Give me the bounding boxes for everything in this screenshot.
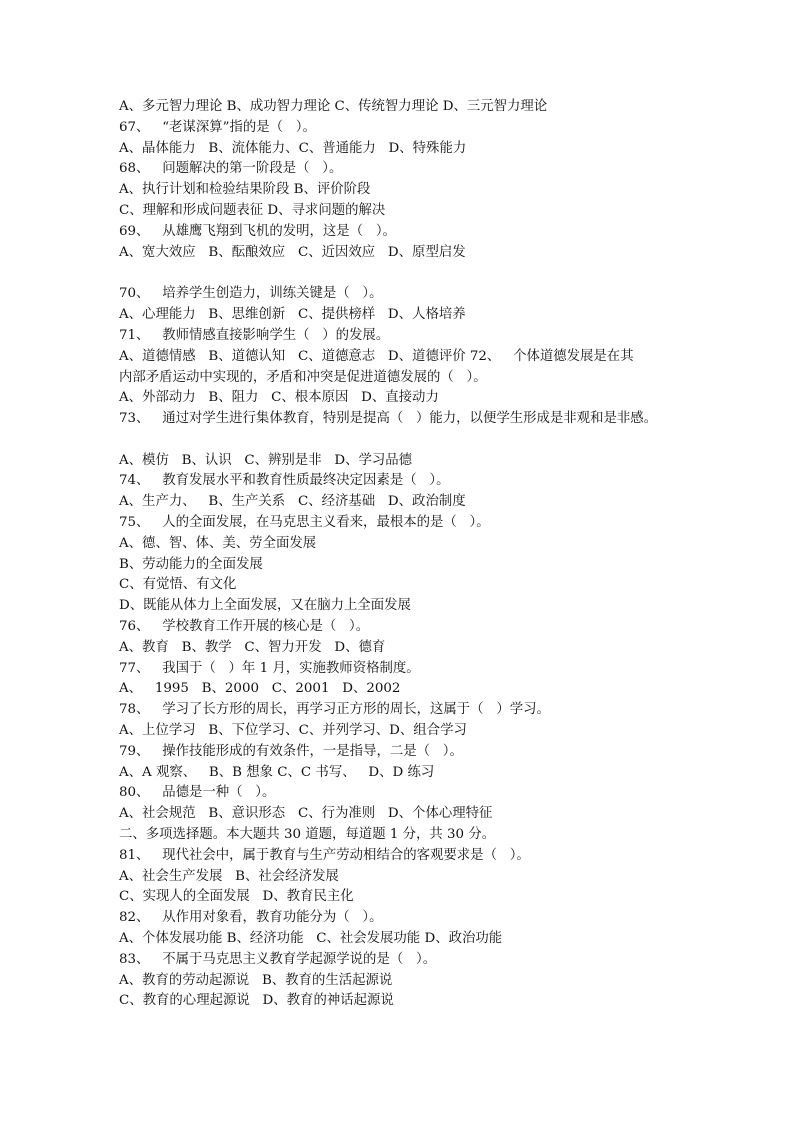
text-line: D、既能从体力上全面发展，又在脑力上全面发展 xyxy=(119,598,411,613)
text-line: A、晶体能力 B、流体能力、C、普通能力 D、特殊能力 xyxy=(119,141,467,156)
section-heading: 二、多项选择题。本大题共 30 道题，每道题 1 分，共 30 分。 xyxy=(119,827,496,842)
text-line: 82、 从作用对象看，教育功能分为（ ）。 xyxy=(119,910,383,925)
text-line: A、执行计划和检验结果阶段 B、评价阶段 xyxy=(119,182,371,197)
text-line: 69、 从雄鹰飞翔到飞机的发明，这是（ ）。 xyxy=(119,224,396,239)
text-line: A、道德情感 B、道德认知 C、道德意志 D、道德评价 72、 个体道德发展是在其 xyxy=(119,349,634,364)
text-line: 68、 问题解决的第一阶段是（ ）。 xyxy=(119,161,343,176)
text-line: A、个体发展功能 B、经济功能 C、社会发展功能 D、政治功能 xyxy=(119,931,503,946)
text-line: A、上位学习 B、下位学习、C、并列学习、D、组合学习 xyxy=(119,723,467,738)
text-line: 76、 学校教育工作开展的核心是（ ）。 xyxy=(119,619,370,634)
text-line: C、有觉悟、有文化 xyxy=(119,577,237,592)
text-line: 73、 通过对学生进行集体教育，特别是提高（ ）能力，以便学生形成是非观和是非感。 xyxy=(119,411,658,426)
text-line: A、社会生产发展 B、社会经济发展 xyxy=(119,869,339,884)
text-line: A、社会规范 B、意识形态 C、行为准则 D、个体心理特征 xyxy=(119,806,493,821)
text-line: A、外部动力 B、阻力 C、根本原因 D、直接动力 xyxy=(119,390,439,405)
text-line: 77、 我国于（ ）年 1 月，实施教师资格制度。 xyxy=(119,661,420,676)
text-line: C、理解和形成问题表征 D、寻求问题的解决 xyxy=(119,203,386,218)
text-line: B、劳动能力的全面发展 xyxy=(119,557,263,572)
text-line: 内部矛盾运动中实现的，矛盾和冲突是促进道德发展的（ ）。 xyxy=(119,370,487,385)
text-line: 74、 教育发展水平和教育性质最终决定因素是（ ）。 xyxy=(119,473,450,488)
text-line: A、宽大效应 B、酝酿效应 C、近因效应 D、原型启发 xyxy=(119,245,466,260)
text-line: A、模仿 B、认识 C、辨别是非 D、学习品德 xyxy=(119,453,413,468)
text-line: 70、 培养学生创造力，训练关键是（ ）。 xyxy=(119,286,383,301)
text-line: A、心理能力 B、思维创新 C、提供榜样 D、人格培养 xyxy=(119,307,466,322)
text-line: 83、 不属于马克思主义教育学起源学说的是（ ）。 xyxy=(119,952,437,967)
text-line: 67、 “老谋深算”指的是（ ）。 xyxy=(119,120,316,135)
text-line: 81、 现代社会中，属于教育与生产劳动相结合的客观要求是（ ）。 xyxy=(119,848,530,863)
text-line: A、教育的劳动起源说 B、教育的生活起源说 xyxy=(119,973,393,988)
text-line: 71、 教师情感直接影响学生（ ）的发展。 xyxy=(119,328,390,343)
text-line: A、教育 B、教学 C、智力开发 D、德育 xyxy=(119,640,386,655)
text-line: 79、 操作技能形成的有效条件，一是指导，二是（ ）。 xyxy=(119,744,463,759)
text-line: 75、 人的全面发展，在马克思主义看来，最根本的是（ ）。 xyxy=(119,515,490,530)
text-line: 78、 学习了长方形的周长，再学习正方形的周长，这属于（ ）学习。 xyxy=(119,702,550,717)
text-line: 80、 品德是一种（ ）。 xyxy=(119,785,276,800)
text-line: A、多元智力理论 B、成功智力理论 C、传统智力理论 D、三元智力理论 xyxy=(119,99,548,114)
text-line: A、德、智、体、美、劳全面发展 xyxy=(119,536,317,551)
text-line: C、教育的心理起源说 D、教育的神话起源说 xyxy=(119,993,394,1008)
text-line: C、实现人的全面发展 D、教育民主化 xyxy=(119,889,354,904)
text-line: A、 1995 B、2000 C、2001 D、2002 xyxy=(119,681,401,696)
text-line: A、生产力、 B、生产关系 C、经济基础 D、政治制度 xyxy=(119,494,466,509)
text-line: A、A 观察、 B、B 想象 C、C 书写、 D、D 练习 xyxy=(119,765,435,780)
